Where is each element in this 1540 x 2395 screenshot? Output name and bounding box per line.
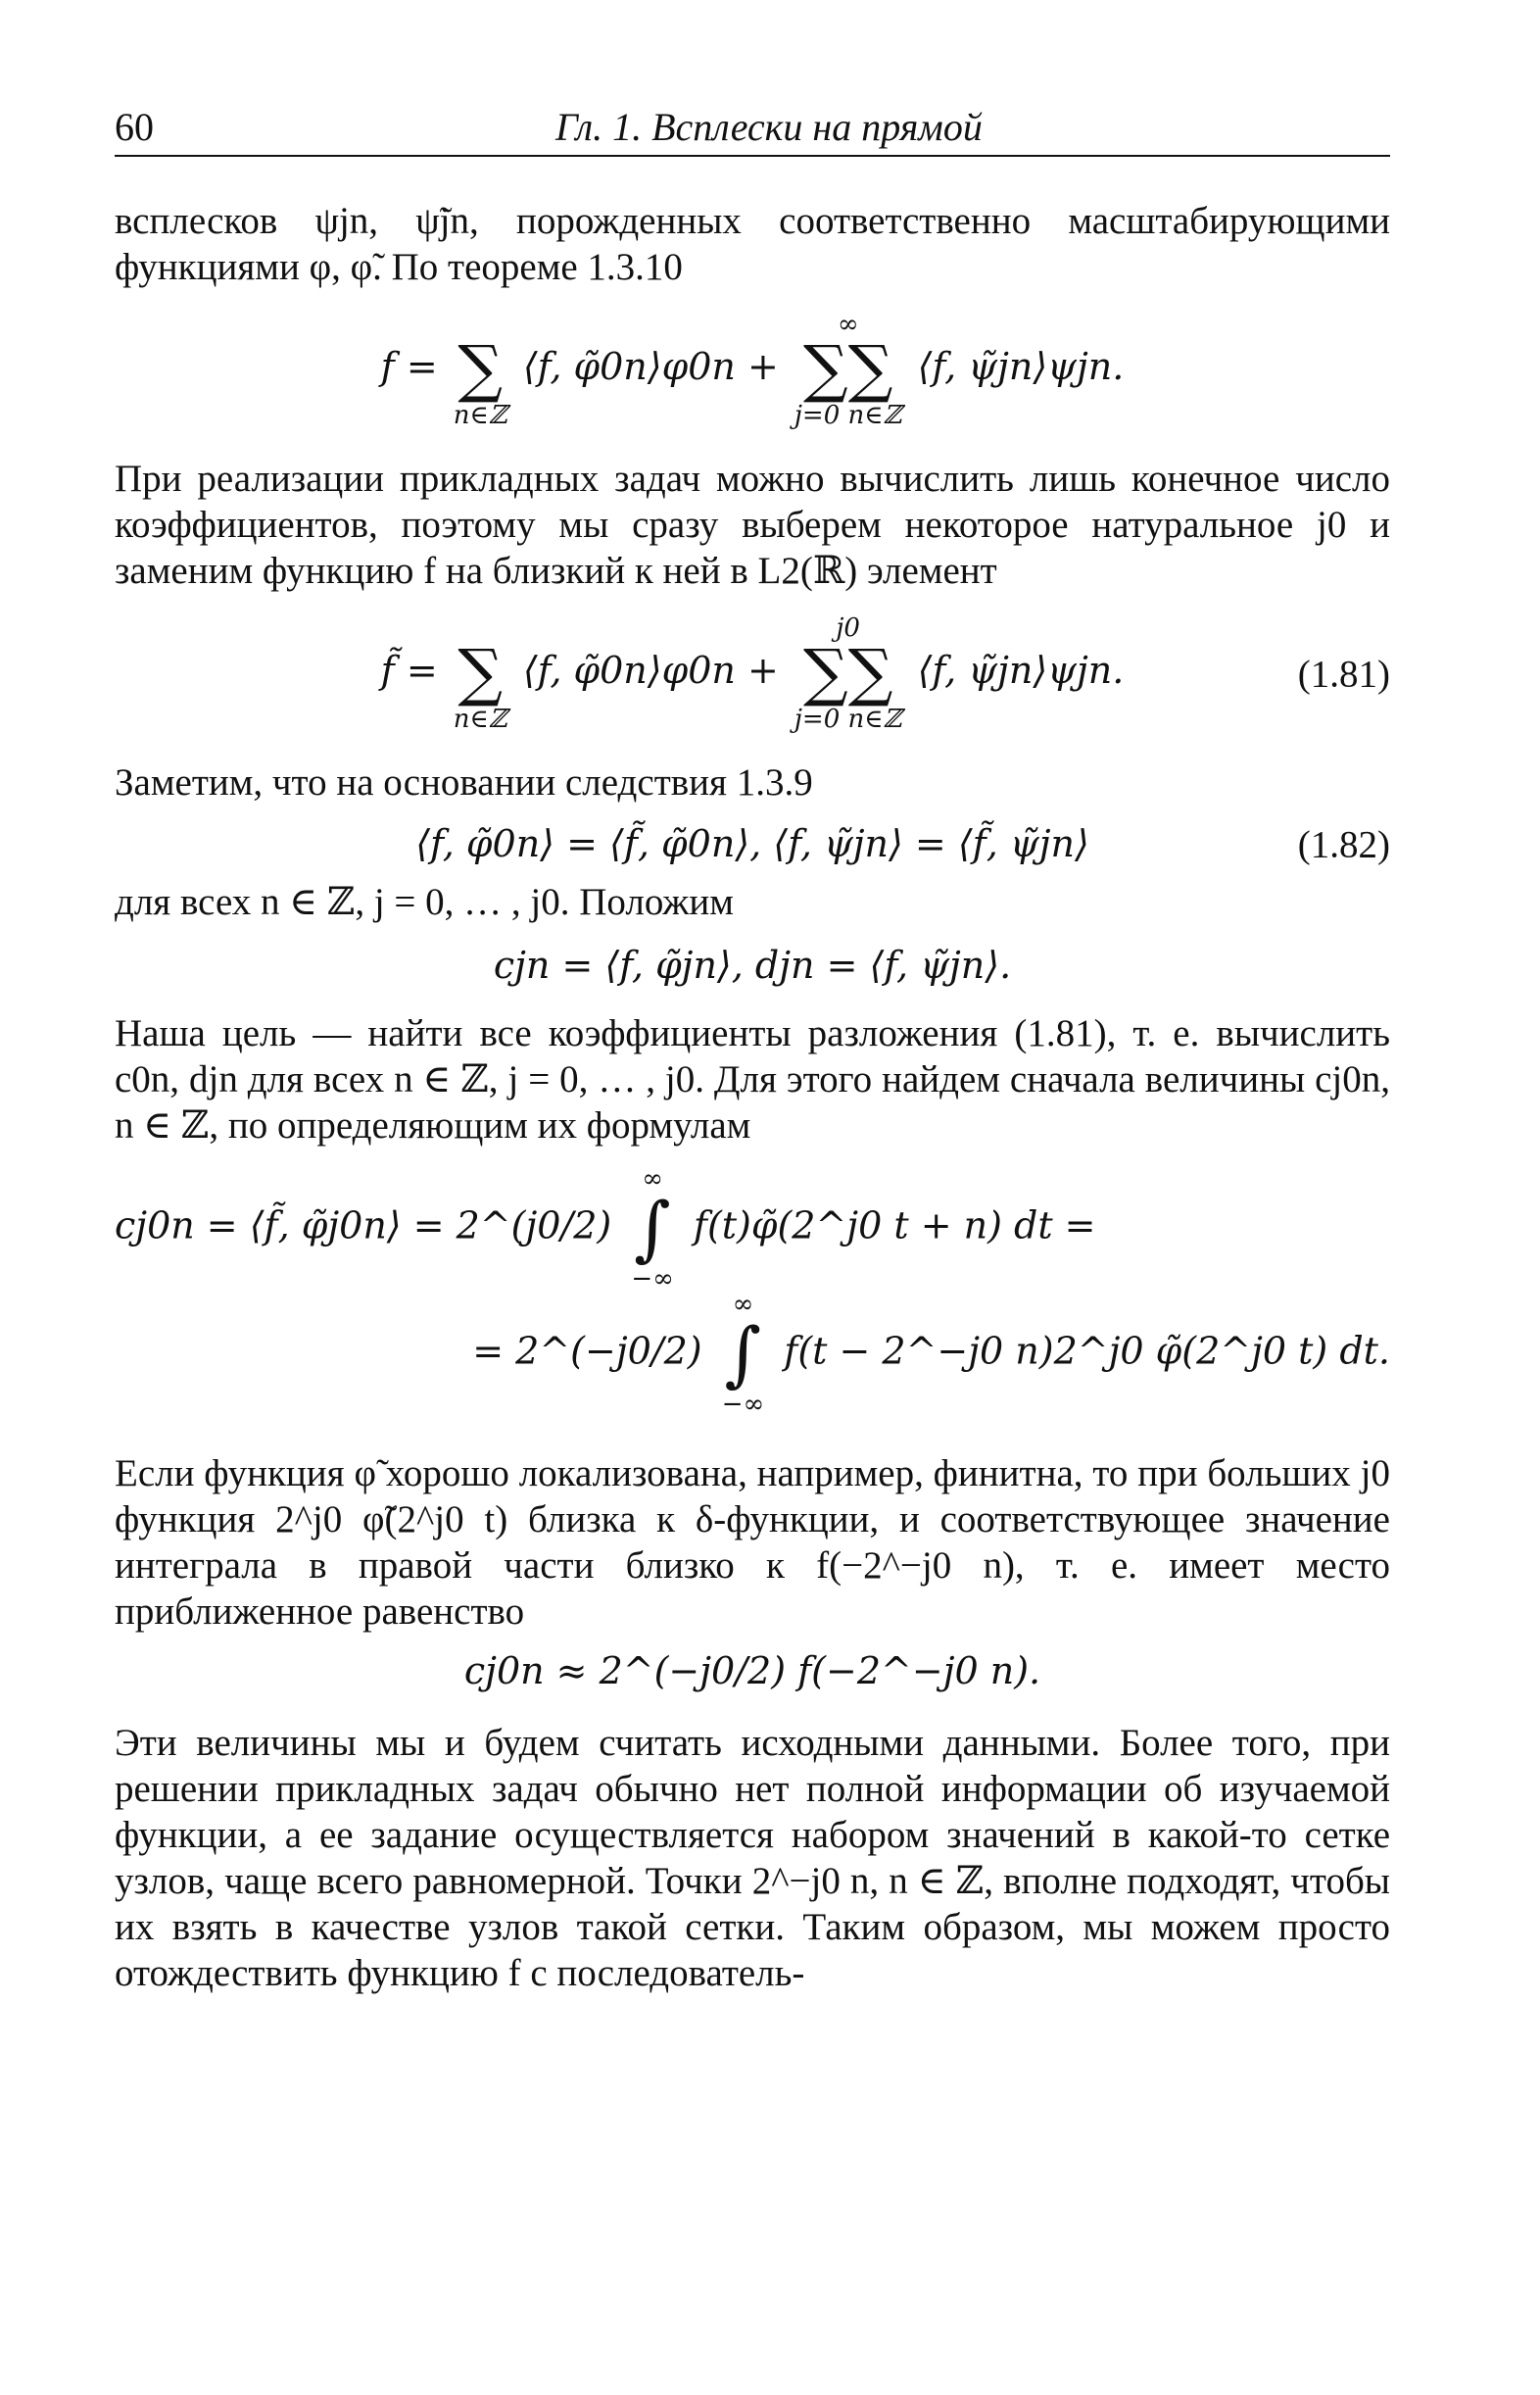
sum-lower-limit: j=0 n∈ℤ xyxy=(794,401,902,431)
integral-lower-limit: −∞ xyxy=(631,1263,674,1294)
equation-integral-1 xyxy=(115,1166,1390,1292)
paragraph-1: всплесков ψjn, ψ̃jn, порожденных соответственно масштабирующими функциями φ, φ̃. По теореме 1.3.10 xyxy=(115,200,1390,288)
equation-definitions xyxy=(115,943,1390,989)
eq-expansion-lhs: f = xyxy=(380,345,438,389)
eq-expansion-term1: ⟨f, φ̃0n⟩φ0n + xyxy=(522,345,779,389)
integral-upper-limit: ∞ xyxy=(642,1164,663,1195)
equation-approximation-line: cj0n ≈ 2^(−j0/2) f(−2^−j0 n). xyxy=(463,1648,1041,1692)
paragraph-3: Заметим, что на основании следствия 1.3.9 xyxy=(115,761,813,805)
paragraph-2: При реализации прикладных задач можно вычислить лишь конечное число коэффициентов, поэтому мы сразу выберем некоторое натуральное j0 и заменим функцию f на близкий к ней в L2(ℝ) элемент xyxy=(115,458,1390,593)
sum-lower-limit: n∈ℤ xyxy=(453,705,507,735)
integral-symbol: ∫ xyxy=(724,1311,762,1394)
paragraph-4: для всех n ∈ ℤ, j = 0, … , j0. Положим xyxy=(115,881,734,924)
equation-definitions-line: cjn = ⟨f, φ̃jn⟩, djn = ⟨f, ψ̃jn⟩. xyxy=(493,944,1012,988)
double-sum xyxy=(794,310,902,431)
eq-int2-rhs: f(t − 2^−j0 n)2^j0 φ̃(2^j0 t) dt. xyxy=(784,1329,1390,1373)
integral xyxy=(721,1289,765,1419)
equation-approximation xyxy=(115,1648,1390,1694)
eq181-term2: ⟨f, ψ̃jn⟩ψjn. xyxy=(917,649,1125,693)
sigma-symbol: ∑∑ xyxy=(803,637,893,710)
running-title: Гл. 1. Всплески на прямой xyxy=(555,105,983,149)
page-number: 60 xyxy=(115,105,154,149)
integral-lower-limit: −∞ xyxy=(721,1389,765,1419)
paragraph-7: Эти величины мы и будем считать исходными данными. Более того, при решении прикладных задач обычно нет полной информации об изучаемой функции, а ее задание осуществляется набором значений в какой-то сетке узлов, чаще всего равномерной. Точки 2^−j0 n, n ∈ ℤ, вполне подходят, чтобы их взять в качестве узлов такой сетки. Таким образом, мы можем просто отождествить функцию f с последователь- xyxy=(115,1721,1390,1994)
sum-lower-limit: n∈ℤ xyxy=(453,401,507,431)
equation-expansion-line xyxy=(380,310,1125,431)
eq-int1-lhs: cj0n = ⟨f̃, φ̃j0n⟩ = 2^(j0/2) xyxy=(115,1203,612,1247)
equation-integral-2 xyxy=(115,1289,1390,1419)
equation-1-81-line xyxy=(380,613,1125,735)
equation-expansion xyxy=(115,310,1390,431)
eq181-lhs: f̃ = xyxy=(380,649,438,693)
equation-number: (1.81) xyxy=(1297,653,1390,696)
book-page xyxy=(115,105,1390,1996)
eq-int1-rhs: f(t)φ̃(2^j0 t + n) dt = xyxy=(693,1203,1096,1247)
integral xyxy=(631,1166,673,1292)
page-body xyxy=(115,198,1390,1996)
double-sum xyxy=(794,613,902,735)
eq-int2-lhs: = 2^(−j0/2) xyxy=(472,1329,702,1373)
integral-upper-limit: ∞ xyxy=(732,1289,754,1319)
page-header xyxy=(115,105,1390,157)
paragraph-6: Если функция φ̃ хорошо локализована, например, финитна, то при больших j0 функция 2^j0 φ̃(2^j0 t) близка к δ-функции, и соответствующее значение интеграла в правой части близко к f(−2^−j0 n), т. е. имеет место приближенное равенство xyxy=(115,1451,1390,1633)
equation-1-82 xyxy=(115,821,1390,867)
eq181-term1: ⟨f, φ̃0n⟩φ0n + xyxy=(522,649,779,693)
eq-expansion-term2: ⟨f, ψ̃jn⟩ψjn. xyxy=(917,345,1125,389)
sigma-symbol: ∑∑ xyxy=(803,333,893,406)
sum-lower-limit: j=0 n∈ℤ xyxy=(794,705,902,735)
sum-upper-limit: ∞ xyxy=(837,310,859,339)
equation-1-81 xyxy=(115,613,1390,735)
paragraph-5: Наша цель — найти все коэффициенты разложения (1.81), т. е. вычислить c0n, djn для всех n ∈ ℤ, j = 0, … , j0. Для этого найдем сначала величины cj0n, n ∈ ℤ, по определяющим их формулам xyxy=(115,1012,1390,1148)
equation-integral-2-line xyxy=(472,1289,1390,1419)
sigma-symbol: ∑ xyxy=(457,333,504,406)
sum-over-n xyxy=(453,312,507,431)
sigma-symbol: ∑ xyxy=(457,637,504,710)
sum-over-n xyxy=(453,615,507,735)
equation-1-82-line: ⟨f, φ̃0n⟩ = ⟨f̃, φ̃0n⟩, ⟨f, ψ̃jn⟩ = ⟨f̃, ψ̃jn⟩ xyxy=(415,822,1089,866)
equation-integral-1-line xyxy=(115,1166,1096,1292)
integral-symbol: ∫ xyxy=(634,1187,671,1270)
sum-upper-limit: j0 xyxy=(836,613,860,644)
equation-number: (1.82) xyxy=(1297,823,1390,866)
